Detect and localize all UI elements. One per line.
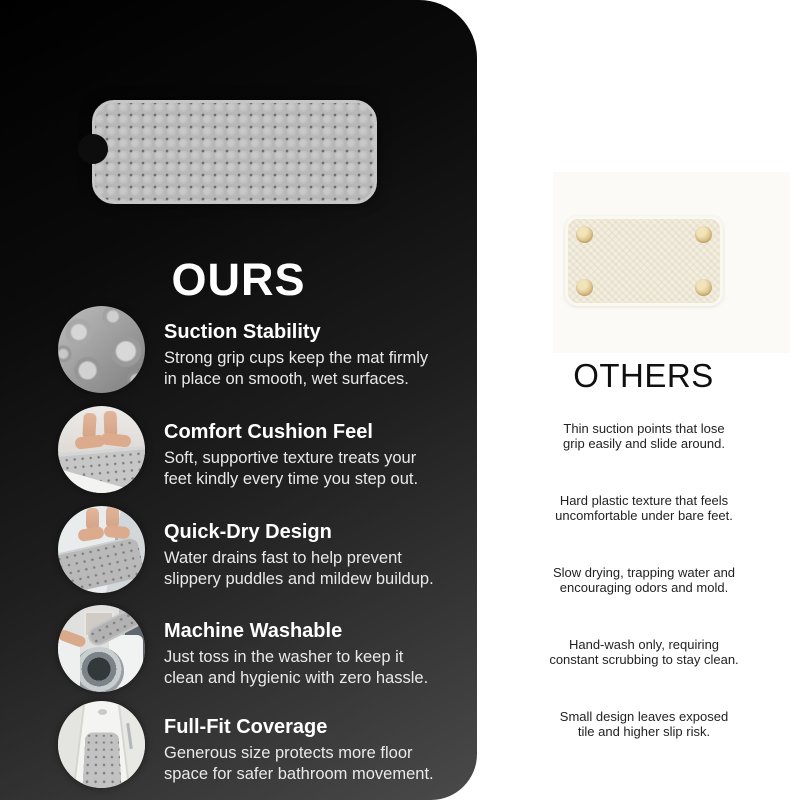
feature-description-line: slippery puddles and mildew buildup. [164, 570, 434, 588]
others-drawback-line: Hand-wash only, requiring [568, 637, 720, 652]
feature-description-line: Just toss in the washer to keep it [164, 648, 404, 666]
others-drawback-item [508, 421, 780, 451]
others-drawback-line: Small design leaves exposed [559, 709, 729, 724]
others-drawback-item [508, 709, 780, 739]
feature-description-line: Water drains fast to help prevent [164, 549, 402, 567]
feature-description-line: Strong grip cups keep the mat firmly [164, 349, 429, 367]
others-drawback-line: constant scrubbing to stay clean. [549, 652, 739, 667]
suction-cup-detail [695, 226, 712, 243]
feet-standing-on-mat-photo [58, 406, 145, 493]
mat-notch-cutout [78, 134, 108, 164]
feature-description-line: space for safer bathroom movement. [164, 765, 434, 783]
others-drawback-line: Thin suction points that lose [563, 421, 725, 436]
feature-text [164, 406, 418, 493]
photo-foot-detail [100, 432, 131, 448]
others-drawback-line: Hard plastic texture that feels [559, 493, 729, 508]
feature-description-line: in place on smooth, wet surfaces. [164, 370, 409, 388]
feature-row-suction-stability [58, 306, 458, 393]
feature-description-line: feet kindly every time you step out. [164, 470, 419, 488]
suction-cup-detail [576, 279, 593, 296]
others-drawback-line: encouraging odors and mold. [559, 580, 729, 595]
others-drawback-line: uncomfortable under bare feet. [555, 508, 733, 523]
feature-text [164, 306, 428, 393]
feature-description-line: clean and hygienic with zero hassle. [164, 669, 429, 687]
mat-in-bathtub-photo [58, 701, 145, 788]
feature-description-line: Soft, supportive texture treats your [164, 449, 417, 467]
photo-foot-detail [103, 525, 130, 540]
others-drawback-item [508, 637, 780, 667]
feature-title: Full-Fit Coverage [164, 716, 328, 738]
feature-row-quick-dry [58, 506, 458, 593]
suction-cup-detail [695, 279, 712, 296]
photo-drain-detail [98, 709, 107, 715]
photo-mat-detail [58, 535, 145, 593]
others-drawback-item [508, 565, 780, 595]
feature-text [164, 701, 434, 788]
photo-washer-drum-detail [74, 647, 124, 692]
others-mat-image [565, 216, 723, 306]
photo-mat-detail [82, 732, 122, 788]
others-drawback-line: Slow drying, trapping water and [552, 565, 736, 580]
others-drawback-item [508, 493, 780, 523]
feature-title: Comfort Cushion Feel [164, 421, 373, 443]
others-heading: OTHERS [573, 357, 714, 394]
suction-cup-detail [576, 226, 593, 243]
feature-title: Suction Stability [164, 321, 321, 343]
feature-row-comfort-cushion [58, 406, 458, 493]
feet-on-draining-mat-photo [58, 506, 145, 593]
feature-text [164, 605, 428, 692]
feature-row-machine-washable [58, 605, 458, 692]
feature-text [164, 506, 434, 593]
others-drawback-line: tile and higher slip risk. [577, 724, 711, 739]
mat-into-washing-machine-photo [58, 605, 145, 692]
feature-description-line: Generous size protects more floor [164, 744, 413, 762]
photo-tub-wall-detail [58, 701, 86, 788]
feature-title: Machine Washable [164, 620, 343, 642]
photo-foot-detail [77, 526, 105, 542]
suction-cups-closeup-photo [58, 306, 145, 393]
others-drawback-line: grip easily and slide around. [563, 436, 725, 451]
ours-heading: OURS [171, 254, 306, 305]
ours-mat-image [92, 100, 377, 204]
feature-row-full-fit-coverage [58, 701, 458, 788]
feature-title: Quick-Dry Design [164, 521, 332, 543]
